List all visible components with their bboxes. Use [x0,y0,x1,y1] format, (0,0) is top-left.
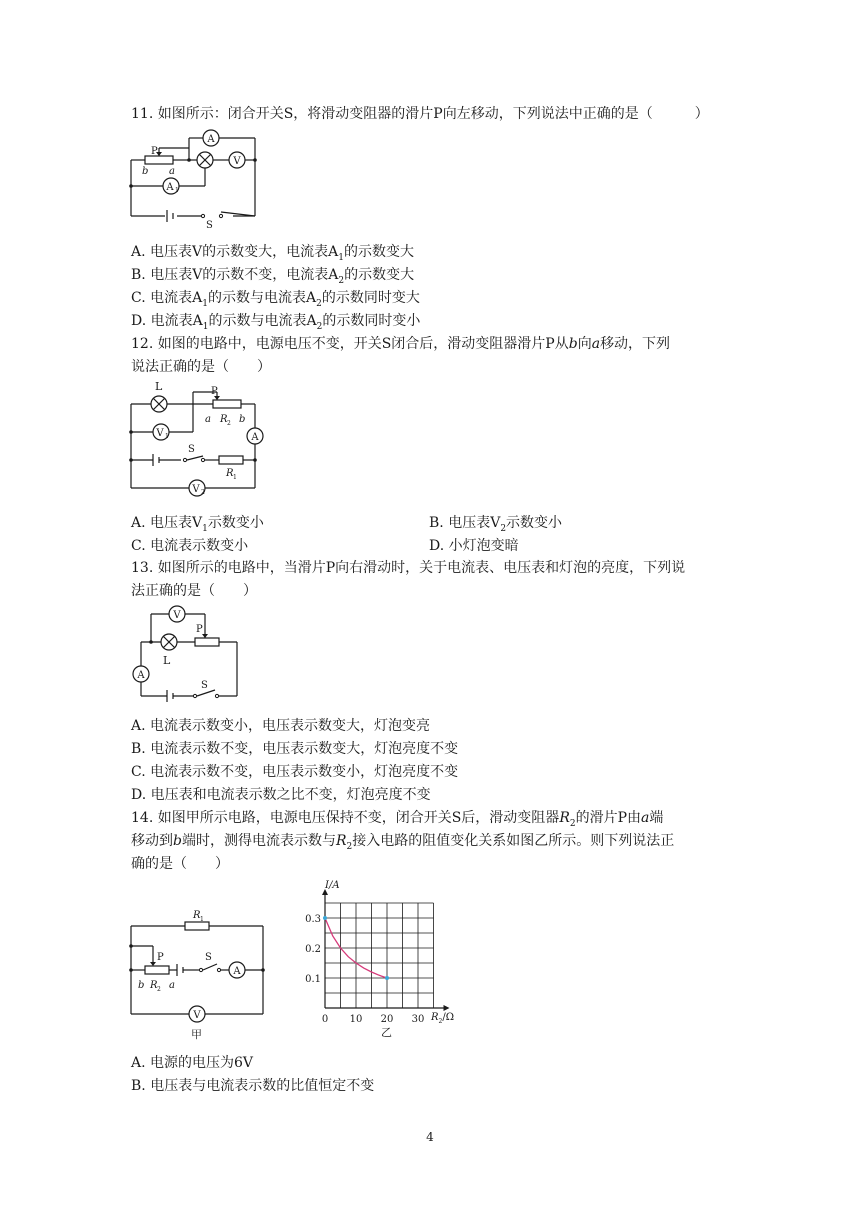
q13-ammeter [133,666,149,682]
q11-lamp [197,152,213,168]
series-endpoint [323,916,327,920]
q14-jia-label-r1: R [193,910,201,921]
svg-text:V: V [192,484,200,495]
x-tick-label: 0 [321,1014,329,1025]
q12-label-a: a [205,414,211,425]
svg-text:A: A [137,670,145,681]
q12-label-r1-sub: 1 [233,474,237,481]
q12-label-r1: R [226,468,234,479]
q11-label-s: S [206,220,213,231]
q12-label-s: S [188,444,195,455]
svg-text:V: V [233,156,241,167]
q13-circuit-svg [125,602,245,702]
q14-option-a: A. 电源的电压为6V [131,1055,254,1071]
q14-stem-line3: 确的是（ ） [131,856,229,872]
svg-text:A: A [251,432,259,443]
q13-option-c: C. 电流表示数不变，电压表示数变小，灯泡亮度不变 [131,764,459,780]
q14-option-b: B. 电压表与电流表示数的比值恒定不变 [131,1078,375,1094]
q12-circuit-figure [125,380,270,498]
q14-jia-label-r1-sub: 1 [200,916,204,923]
svg-text:V: V [193,1010,201,1021]
q14-jia-label-s: S [205,952,212,963]
q14-jia-label-a: a [169,980,175,991]
q14-circuit-figure-jia [125,906,275,1046]
q14-jia-ammeter [229,962,245,978]
q12-label-r2-sub: 2 [227,420,231,427]
q11-label-p: P [151,146,158,157]
q11-switch-blade [221,212,255,216]
svg-text:V: V [173,610,181,621]
q11-option-b: B. 电压表V的示数不变，电流表$A_2$的示数变大 [131,267,415,286]
x-tick-label: 10 [349,1014,363,1025]
y-tick-label: 0.1 [305,974,321,985]
q13-option-b: B. 电流表示数不变，电压表示数变大，灯泡亮度不变 [131,741,459,757]
q11-voltmeter [229,152,245,168]
q14-jia-voltmeter [189,1006,205,1022]
q14-jia-label-r2-sub: 2 [157,986,161,993]
chart-grid [325,903,434,1008]
q11-label-a: a [169,166,175,177]
svg-text:1: 1 [165,433,169,440]
q14-jia-svg [125,906,275,1046]
q11-ammeter-a1 [163,178,179,194]
chart-caption: 乙 [381,1026,392,1039]
q13-option-a: A. 电流表示数变小，电压表示数变大，灯泡变亮 [131,718,431,734]
q12-voltmeter-v2 [189,480,205,496]
q12-circuit-svg [125,380,270,498]
q12-label-b: b [239,414,246,425]
q12-option-d: D. 小灯泡变暗 [429,538,519,554]
q13-label-s: S [201,680,208,691]
q14-stem-line2: 移动到b端时，测得电流表示数与$R_2$接入电路的阻值变化关系如图乙所示。则下列说法正 [131,833,675,852]
x-tick-label: 30 [411,1014,425,1025]
q13-option-d: D. 电压表和电流表示数之比不变，灯泡亮度不变 [131,787,431,803]
x-tick-label: 20 [380,1014,394,1025]
chart-ylabel: I/A [325,880,340,891]
q12-label-p: P [211,386,218,397]
q11-option-a: A. 电压表V的示数变大，电流表$A_1$的示数变大 [131,244,414,263]
q14-chart-svg [295,876,465,1046]
q11-stem: 11. 如图所示：闭合开关S，将滑动变阻器的滑片P向左移动，下列说法中正确的是（ ） [131,106,709,122]
y-tick-label: 0.3 [305,914,321,925]
svg-text:2: 2 [201,489,205,496]
svg-text:1: 1 [175,187,179,194]
svg-text:V: V [156,428,164,439]
q11-option-c: C. 电流表$A_1$的示数与电流表$A_2$的示数同时变大 [131,290,420,309]
q12-ammeter [247,428,263,444]
q11-option-d: D. 电流表$A_1$的示数与电流表$A_2$的示数同时变小 [131,313,421,332]
q13-label-l: L [163,654,171,667]
q12-option-a: A. 电压表$V_1$示数变小 [131,515,264,534]
q12-label-l: L [155,380,163,393]
q12-label-r2: R [220,414,228,425]
q11-label-b: b [142,166,149,177]
q14-jia-label-b: b [138,980,145,991]
chart-xlabel: $R_2/\Omega$ [431,1012,455,1025]
q14-jia-label-r2: R [150,980,158,991]
q14-jia-caption: 甲 [191,1028,202,1041]
q12-voltmeter-v1 [153,424,169,440]
q11-circuit-svg [125,128,265,231]
q13-voltmeter [169,606,185,622]
q12-stem-line2: 说法正确的是（ ） [131,359,271,375]
q13-circuit-figure [125,602,245,702]
q11-circuit-figure [125,128,265,231]
q14-chart-yi [295,876,465,1046]
svg-text:A: A [233,966,241,977]
q13-label-p: P [196,624,203,635]
q13-lamp [161,634,177,650]
x-axis-arrow [444,1005,450,1011]
page-number: 4 [426,1130,434,1144]
svg-text:A: A [207,134,215,145]
q12-option-b: B. 电压表$V_2$示数变小 [429,515,563,534]
q14-jia-label-p: P [157,952,164,963]
q11-ammeter-top [203,130,219,146]
q13-stem-line2: 法正确的是（ ） [131,583,257,599]
series-endpoint [385,976,389,980]
q12-stem-line1: 12. 如图的电路中，电源电压不变，开关S闭合后，滑动变阻器滑片P从b向a移动，下列 [131,336,671,352]
q12-lamp [151,396,167,412]
q13-stem-line1: 13. 如图所示的电路中，当滑片P向右滑动时，关于电流表、电压表和灯泡的亮度，下列说 [131,560,686,576]
q14-stem-line1: 14. 如图甲所示电路，电源电压保持不变，闭合开关S后，滑动变阻器$R_2$的滑片P由a端 [131,810,664,829]
svg-text:A: A [166,182,174,193]
y-tick-label: 0.2 [305,944,321,955]
q12-option-c: C. 电流表示数变小 [131,538,249,554]
